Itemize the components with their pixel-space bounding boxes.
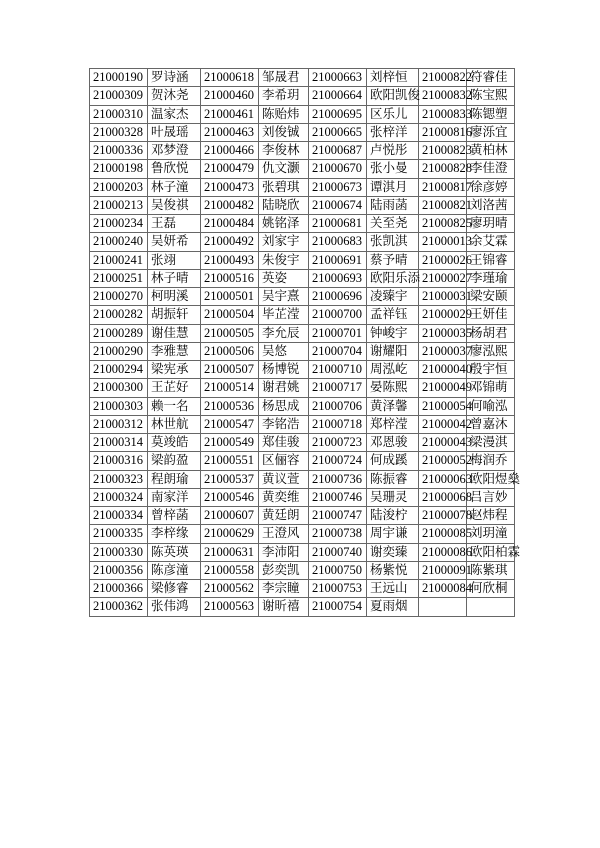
table-row xyxy=(90,598,515,616)
student-name-cell: 何欣桐 xyxy=(467,580,515,598)
table-row xyxy=(90,160,515,178)
student-name-cell: 陈振睿 xyxy=(367,470,419,488)
student-name-cell: 孟祥钰 xyxy=(367,306,419,324)
student-id-cell: 21000240 xyxy=(90,233,148,251)
student-name-cell: 黄廷朗 xyxy=(259,507,309,525)
student-id-cell: 21000309 xyxy=(90,87,148,105)
student-name-cell: 谢奕臻 xyxy=(367,543,419,561)
student-name-cell: 邹晟君 xyxy=(259,69,309,87)
student-id-cell xyxy=(419,598,467,616)
student-name-cell: 陈紫琪 xyxy=(467,561,515,579)
student-name-cell: 谢耀阳 xyxy=(367,342,419,360)
table-row xyxy=(90,196,515,214)
student-id-cell: 21000290 xyxy=(90,342,148,360)
table-row xyxy=(90,342,515,360)
student-name-cell: 黄柏林 xyxy=(467,142,515,160)
student-name-cell: 黄泽馨 xyxy=(367,397,419,415)
student-id-cell: 21000323 xyxy=(90,470,148,488)
student-id-cell: 21000701 xyxy=(309,324,367,342)
student-id-cell: 21000049 xyxy=(419,379,467,397)
student-name-cell: 王磊 xyxy=(148,215,201,233)
student-name-cell: 关至尧 xyxy=(367,215,419,233)
student-name-cell: 姚铭泽 xyxy=(259,215,309,233)
student-name-cell: 曾嘉沐 xyxy=(467,415,515,433)
student-name-cell: 欧阳乐添 xyxy=(367,269,419,287)
student-id-cell: 21000203 xyxy=(90,178,148,196)
student-id-cell: 21000696 xyxy=(309,288,367,306)
student-name-cell: 胡振轩 xyxy=(148,306,201,324)
student-id-cell: 21000330 xyxy=(90,543,148,561)
student-name-cell: 杨胡君 xyxy=(467,324,515,342)
student-id-cell: 21000027 xyxy=(419,269,467,287)
student-id-cell: 21000356 xyxy=(90,561,148,579)
student-id-cell: 21000664 xyxy=(309,87,367,105)
student-name-cell: 林子潼 xyxy=(148,178,201,196)
student-id-cell: 21000516 xyxy=(201,269,259,287)
student-name-cell: 周宇谦 xyxy=(367,525,419,543)
student-name-cell: 莫竣皓 xyxy=(148,434,201,452)
student-name-cell: 王芷好 xyxy=(148,379,201,397)
student-name-cell: 仇文灏 xyxy=(259,160,309,178)
roster-table-body xyxy=(90,69,521,617)
student-name-cell: 梁韵盈 xyxy=(148,452,201,470)
student-name-cell: 欧阳煜燊 xyxy=(467,470,515,488)
student-name-cell: 何喻泓 xyxy=(467,397,515,415)
student-name-cell: 彭奕凯 xyxy=(259,561,309,579)
student-id-cell: 21000828 xyxy=(419,160,467,178)
student-name-cell: 欧阳凯俊 xyxy=(367,87,419,105)
student-id-cell: 21000063 xyxy=(419,470,467,488)
student-name-cell: 何成蹊 xyxy=(367,452,419,470)
student-id-cell: 21000251 xyxy=(90,269,148,287)
student-id-cell: 21000700 xyxy=(309,306,367,324)
student-name-cell: 柯明溪 xyxy=(148,288,201,306)
student-id-cell: 21000629 xyxy=(201,525,259,543)
student-id-cell: 21000504 xyxy=(201,306,259,324)
student-id-cell: 21000631 xyxy=(201,543,259,561)
student-id-cell: 21000507 xyxy=(201,361,259,379)
student-id-cell: 21000078 xyxy=(419,507,467,525)
student-id-cell: 21000753 xyxy=(309,580,367,598)
student-name-cell: 吴妍希 xyxy=(148,233,201,251)
student-name-cell xyxy=(467,598,515,616)
student-name-cell: 陆雨菡 xyxy=(367,196,419,214)
student-id-cell: 21000691 xyxy=(309,251,367,269)
student-name-cell: 梁修睿 xyxy=(148,580,201,598)
student-name-cell: 吴悠 xyxy=(259,342,309,360)
student-name-cell: 李佳澄 xyxy=(467,160,515,178)
table-row xyxy=(90,69,515,87)
student-name-cell: 李宗瞳 xyxy=(259,580,309,598)
student-id-cell: 21000681 xyxy=(309,215,367,233)
table-row xyxy=(90,87,515,105)
student-name-cell: 李梓缘 xyxy=(148,525,201,543)
student-id-cell: 21000328 xyxy=(90,123,148,141)
student-name-cell: 曾梓菡 xyxy=(148,507,201,525)
student-id-cell: 21000833 xyxy=(419,105,467,123)
student-id-cell: 21000029 xyxy=(419,306,467,324)
student-name-cell: 叶晟瑶 xyxy=(148,123,201,141)
student-id-cell: 21000084 xyxy=(419,580,467,598)
student-id-cell: 21000821 xyxy=(419,196,467,214)
student-name-cell: 符睿佳 xyxy=(467,69,515,87)
student-id-cell: 21000013 xyxy=(419,233,467,251)
student-name-cell: 英姿 xyxy=(259,269,309,287)
student-id-cell: 21000740 xyxy=(309,543,367,561)
student-id-cell: 21000546 xyxy=(201,488,259,506)
student-id-cell: 21000618 xyxy=(201,69,259,87)
student-name-cell: 李俊林 xyxy=(259,142,309,160)
table-row xyxy=(90,105,515,123)
student-name-cell: 南家洋 xyxy=(148,488,201,506)
student-id-cell: 21000670 xyxy=(309,160,367,178)
student-id-cell: 21000816 xyxy=(419,123,467,141)
student-name-cell: 周泓屹 xyxy=(367,361,419,379)
student-id-cell: 21000750 xyxy=(309,561,367,579)
student-id-cell: 21000270 xyxy=(90,288,148,306)
student-name-cell: 赖一名 xyxy=(148,397,201,415)
table-row xyxy=(90,561,515,579)
student-id-cell: 21000493 xyxy=(201,251,259,269)
student-name-cell: 凌臻宇 xyxy=(367,288,419,306)
student-id-cell: 21000558 xyxy=(201,561,259,579)
table-row xyxy=(90,525,515,543)
student-name-cell: 谢君姚 xyxy=(259,379,309,397)
student-id-cell: 21000234 xyxy=(90,215,148,233)
student-name-cell: 殷宇恒 xyxy=(467,361,515,379)
student-name-cell: 鲁欣悦 xyxy=(148,160,201,178)
student-id-cell: 21000706 xyxy=(309,397,367,415)
student-name-cell: 区乐儿 xyxy=(367,105,419,123)
student-name-cell: 张梓洋 xyxy=(367,123,419,141)
student-name-cell: 李雅慧 xyxy=(148,342,201,360)
student-id-cell: 21000754 xyxy=(309,598,367,616)
student-name-cell: 郑佳骏 xyxy=(259,434,309,452)
student-id-cell: 21000460 xyxy=(201,87,259,105)
student-id-cell: 21000336 xyxy=(90,142,148,160)
student-id-cell: 21000366 xyxy=(90,580,148,598)
table-row xyxy=(90,580,515,598)
student-name-cell: 区俪容 xyxy=(259,452,309,470)
table-row xyxy=(90,507,515,525)
table-row xyxy=(90,361,515,379)
student-name-cell: 谭淇月 xyxy=(367,178,419,196)
student-id-cell: 21000037 xyxy=(419,342,467,360)
student-name-cell: 王澄风 xyxy=(259,525,309,543)
student-name-cell: 吴珊灵 xyxy=(367,488,419,506)
student-name-cell: 程朗瑜 xyxy=(148,470,201,488)
student-name-cell: 余艾霖 xyxy=(467,233,515,251)
student-id-cell: 21000026 xyxy=(419,251,467,269)
student-name-cell: 赵炜程 xyxy=(467,507,515,525)
student-name-cell: 陆晓欣 xyxy=(259,196,309,214)
student-id-cell: 21000832 xyxy=(419,87,467,105)
table-row xyxy=(90,178,515,196)
student-id-cell: 21000563 xyxy=(201,598,259,616)
table-row xyxy=(90,324,515,342)
student-id-cell: 21000547 xyxy=(201,415,259,433)
student-name-cell: 罗诗涵 xyxy=(148,69,201,87)
student-id-cell: 21000362 xyxy=(90,598,148,616)
student-id-cell: 21000335 xyxy=(90,525,148,543)
student-id-cell: 21000724 xyxy=(309,452,367,470)
student-id-cell: 21000723 xyxy=(309,434,367,452)
student-id-cell: 21000736 xyxy=(309,470,367,488)
student-id-cell: 21000316 xyxy=(90,452,148,470)
student-id-cell: 21000190 xyxy=(90,69,148,87)
student-name-cell: 张凯淇 xyxy=(367,233,419,251)
student-name-cell: 杨博锐 xyxy=(259,361,309,379)
student-name-cell: 陈宝熙 xyxy=(467,87,515,105)
student-name-cell: 张小曼 xyxy=(367,160,419,178)
student-id-cell: 21000693 xyxy=(309,269,367,287)
student-id-cell: 21000289 xyxy=(90,324,148,342)
student-name-cell: 李瑾瑜 xyxy=(467,269,515,287)
student-id-cell: 21000310 xyxy=(90,105,148,123)
student-id-cell: 21000514 xyxy=(201,379,259,397)
student-name-cell: 廖泺宜 xyxy=(467,123,515,141)
student-name-cell: 王妍佳 xyxy=(467,306,515,324)
student-id-cell: 21000334 xyxy=(90,507,148,525)
student-name-cell: 李沛阳 xyxy=(259,543,309,561)
table-row xyxy=(90,233,515,251)
student-id-cell: 21000746 xyxy=(309,488,367,506)
student-name-cell: 温家杰 xyxy=(148,105,201,123)
student-name-cell: 吕言妙 xyxy=(467,488,515,506)
table-row xyxy=(90,470,515,488)
student-id-cell: 21000549 xyxy=(201,434,259,452)
student-id-cell: 21000747 xyxy=(309,507,367,525)
table-row xyxy=(90,543,515,561)
student-name-cell: 廖泓熙 xyxy=(467,342,515,360)
student-id-cell: 21000484 xyxy=(201,215,259,233)
table-row xyxy=(90,415,515,433)
table-row xyxy=(90,215,515,233)
student-name-cell: 谢佳慧 xyxy=(148,324,201,342)
student-id-cell: 21000501 xyxy=(201,288,259,306)
student-id-cell: 21000040 xyxy=(419,361,467,379)
student-id-cell: 21000463 xyxy=(201,123,259,141)
student-id-cell: 21000506 xyxy=(201,342,259,360)
student-id-cell: 21000505 xyxy=(201,324,259,342)
student-name-cell: 陈贻炜 xyxy=(259,105,309,123)
student-id-cell: 21000213 xyxy=(90,196,148,214)
student-name-cell: 梅润乔 xyxy=(467,452,515,470)
student-id-cell: 21000704 xyxy=(309,342,367,360)
student-id-cell: 21000086 xyxy=(419,543,467,561)
table-row xyxy=(90,306,515,324)
student-id-cell: 21000710 xyxy=(309,361,367,379)
student-id-cell: 21000054 xyxy=(419,397,467,415)
student-id-cell: 21000035 xyxy=(419,324,467,342)
student-id-cell: 21000663 xyxy=(309,69,367,87)
student-name-cell: 林子晴 xyxy=(148,269,201,287)
student-name-cell: 梁安颐 xyxy=(467,288,515,306)
student-id-cell: 21000043 xyxy=(419,434,467,452)
student-name-cell: 张伟鸿 xyxy=(148,598,201,616)
student-name-cell: 廖玥晴 xyxy=(467,215,515,233)
student-id-cell: 21000479 xyxy=(201,160,259,178)
student-roster-table xyxy=(89,68,521,617)
student-name-cell: 刘洛茜 xyxy=(467,196,515,214)
student-id-cell: 21000303 xyxy=(90,397,148,415)
student-id-cell: 21000294 xyxy=(90,361,148,379)
student-name-cell: 邓恩骏 xyxy=(367,434,419,452)
student-name-cell: 蔡予晴 xyxy=(367,251,419,269)
student-id-cell: 21000031 xyxy=(419,288,467,306)
student-name-cell: 吴宇熹 xyxy=(259,288,309,306)
table-row xyxy=(90,379,515,397)
student-name-cell: 杨思成 xyxy=(259,397,309,415)
student-name-cell: 李希玥 xyxy=(259,87,309,105)
student-name-cell: 刘梓恒 xyxy=(367,69,419,87)
student-id-cell: 21000738 xyxy=(309,525,367,543)
student-id-cell: 21000461 xyxy=(201,105,259,123)
student-id-cell: 21000683 xyxy=(309,233,367,251)
student-name-cell: 徐彦婷 xyxy=(467,178,515,196)
student-name-cell: 邓梦澄 xyxy=(148,142,201,160)
student-id-cell: 21000473 xyxy=(201,178,259,196)
student-id-cell: 21000674 xyxy=(309,196,367,214)
table-row xyxy=(90,251,515,269)
student-name-cell: 黄议萱 xyxy=(259,470,309,488)
student-id-cell: 21000817 xyxy=(419,178,467,196)
student-name-cell: 欧阳柏霖 xyxy=(467,543,515,561)
student-id-cell: 21000492 xyxy=(201,233,259,251)
student-name-cell: 陆浚柠 xyxy=(367,507,419,525)
table-row xyxy=(90,269,515,287)
student-id-cell: 21000300 xyxy=(90,379,148,397)
student-name-cell: 刘玥潼 xyxy=(467,525,515,543)
student-name-cell: 张碧琪 xyxy=(259,178,309,196)
student-id-cell: 21000673 xyxy=(309,178,367,196)
student-name-cell: 毕芷滢 xyxy=(259,306,309,324)
student-name-cell: 陈锶塑 xyxy=(467,105,515,123)
student-name-cell: 谢昕禧 xyxy=(259,598,309,616)
table-row xyxy=(90,123,515,141)
student-id-cell: 21000562 xyxy=(201,580,259,598)
student-id-cell: 21000536 xyxy=(201,397,259,415)
student-id-cell: 21000537 xyxy=(201,470,259,488)
student-id-cell: 21000068 xyxy=(419,488,467,506)
student-id-cell: 21000825 xyxy=(419,215,467,233)
student-id-cell: 21000718 xyxy=(309,415,367,433)
student-id-cell: 21000482 xyxy=(201,196,259,214)
student-id-cell: 21000042 xyxy=(419,415,467,433)
student-name-cell: 林世航 xyxy=(148,415,201,433)
student-name-cell: 郑梓滢 xyxy=(367,415,419,433)
student-id-cell: 21000198 xyxy=(90,160,148,178)
student-name-cell: 晏陈熙 xyxy=(367,379,419,397)
student-id-cell: 21000324 xyxy=(90,488,148,506)
student-id-cell: 21000665 xyxy=(309,123,367,141)
student-id-cell: 21000695 xyxy=(309,105,367,123)
table-row xyxy=(90,434,515,452)
student-name-cell: 李铭浩 xyxy=(259,415,309,433)
student-name-cell: 朱俊宇 xyxy=(259,251,309,269)
student-id-cell: 21000241 xyxy=(90,251,148,269)
student-name-cell: 钟峻宇 xyxy=(367,324,419,342)
table-row xyxy=(90,488,515,506)
student-name-cell: 梁漫淇 xyxy=(467,434,515,452)
student-id-cell: 21000717 xyxy=(309,379,367,397)
student-id-cell: 21000091 xyxy=(419,561,467,579)
student-name-cell: 李允辰 xyxy=(259,324,309,342)
student-id-cell: 21000607 xyxy=(201,507,259,525)
student-id-cell: 21000085 xyxy=(419,525,467,543)
table-row xyxy=(90,142,515,160)
table-row xyxy=(90,397,515,415)
student-name-cell: 邓锦萌 xyxy=(467,379,515,397)
student-name-cell: 梁宪承 xyxy=(148,361,201,379)
table-row xyxy=(90,452,515,470)
table-row xyxy=(90,288,515,306)
student-name-cell: 刘俊铖 xyxy=(259,123,309,141)
student-name-cell: 吴俊祺 xyxy=(148,196,201,214)
student-name-cell: 杨紫悦 xyxy=(367,561,419,579)
student-name-cell: 陈彦潼 xyxy=(148,561,201,579)
student-id-cell: 21000314 xyxy=(90,434,148,452)
student-id-cell: 21000312 xyxy=(90,415,148,433)
student-name-cell: 张翊 xyxy=(148,251,201,269)
student-id-cell: 21000551 xyxy=(201,452,259,470)
student-id-cell: 21000282 xyxy=(90,306,148,324)
student-id-cell: 21000687 xyxy=(309,142,367,160)
student-id-cell: 21000052 xyxy=(419,452,467,470)
student-name-cell: 王远山 xyxy=(367,580,419,598)
student-name-cell: 卢悦彤 xyxy=(367,142,419,160)
student-name-cell: 黄奕维 xyxy=(259,488,309,506)
student-id-cell: 21000822 xyxy=(419,69,467,87)
student-id-cell: 21000823 xyxy=(419,142,467,160)
student-name-cell: 刘家宇 xyxy=(259,233,309,251)
student-name-cell: 贺沐尧 xyxy=(148,87,201,105)
student-name-cell: 夏雨烟 xyxy=(367,598,419,616)
student-name-cell: 陈英瑛 xyxy=(148,543,201,561)
student-id-cell: 21000466 xyxy=(201,142,259,160)
student-name-cell: 王锦睿 xyxy=(467,251,515,269)
